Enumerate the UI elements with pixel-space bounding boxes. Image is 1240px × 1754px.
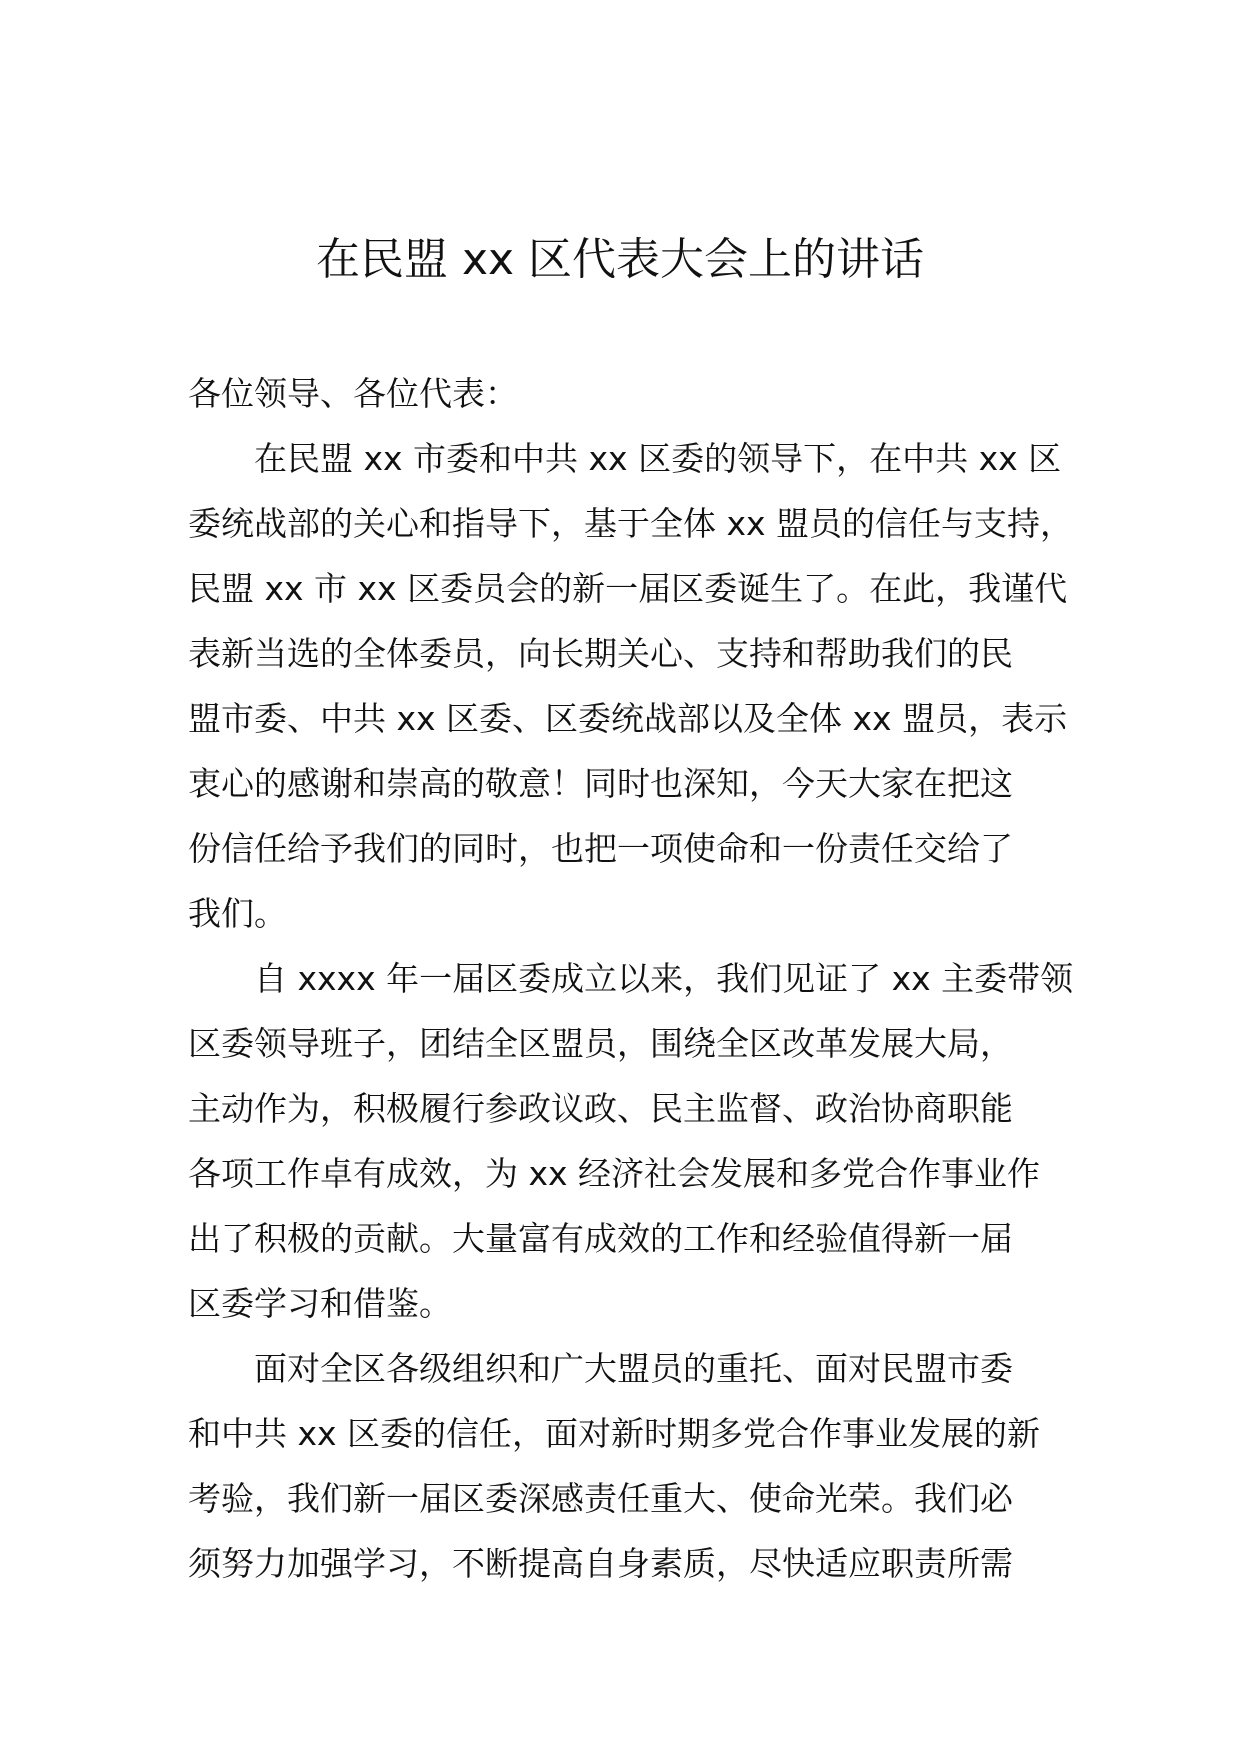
- body-line: 委统战部的关心和指导下，基于全体 xx 盟员的信任与支持，: [188, 504, 1074, 543]
- body-line: 在民盟 xx 市委和中共 xx 区委的领导下，在中共 xx 区: [254, 439, 1062, 478]
- body-line: 主动作为，积极履行参政议政、民主监督、政治协商职能: [188, 1089, 1013, 1128]
- body-line: 区委学习和借鉴。: [188, 1284, 452, 1323]
- body-line: 盟市委、中共 xx 区委、区委统战部以及全体 xx 盟员，表示: [188, 699, 1068, 738]
- body-line: 须努力加强学习，不断提高自身素质，尽快适应职责所需: [188, 1544, 1013, 1583]
- body-line: 民盟 xx 市 xx 区委员会的新一届区委诞生了。在此，我谨代: [188, 569, 1068, 608]
- salutation-line: 各位领导、各位代表：: [188, 374, 518, 413]
- body-line: 区委领导班子，团结全区盟员，围绕全区改革发展大局，: [188, 1024, 1013, 1063]
- body-line: 面对全区各级组织和广大盟员的重托、面对民盟市委: [254, 1349, 1013, 1388]
- document-body: [188, 361, 1074, 1596]
- body-line: 份信任给予我们的同时，也把一项使命和一份责任交给了: [188, 829, 1013, 868]
- body-line: 各项工作卓有成效，为 xx 经济社会发展和多党合作事业作: [188, 1154, 1041, 1193]
- body-line: 衷心的感谢和崇高的敬意！同时也深知，今天大家在把这: [188, 764, 1013, 803]
- body-line: 我们。: [188, 894, 287, 933]
- body-line: 出了积极的贡献。大量富有成效的工作和经验值得新一届: [188, 1219, 1013, 1258]
- body-line: 自 xxxx 年一届区委成立以来，我们见证了 xx 主委带领: [254, 959, 1074, 998]
- body-line: 表新当选的全体委员，向长期关心、支持和帮助我们的民: [188, 634, 1013, 673]
- body-line: 和中共 xx 区委的信任，面对新时期多党合作事业发展的新: [188, 1414, 1041, 1453]
- document-title: 在民盟 xx 区代表大会上的讲话: [315, 234, 925, 285]
- body-line: 考验，我们新一届区委深感责任重大、使命光荣。我们必: [188, 1479, 1013, 1518]
